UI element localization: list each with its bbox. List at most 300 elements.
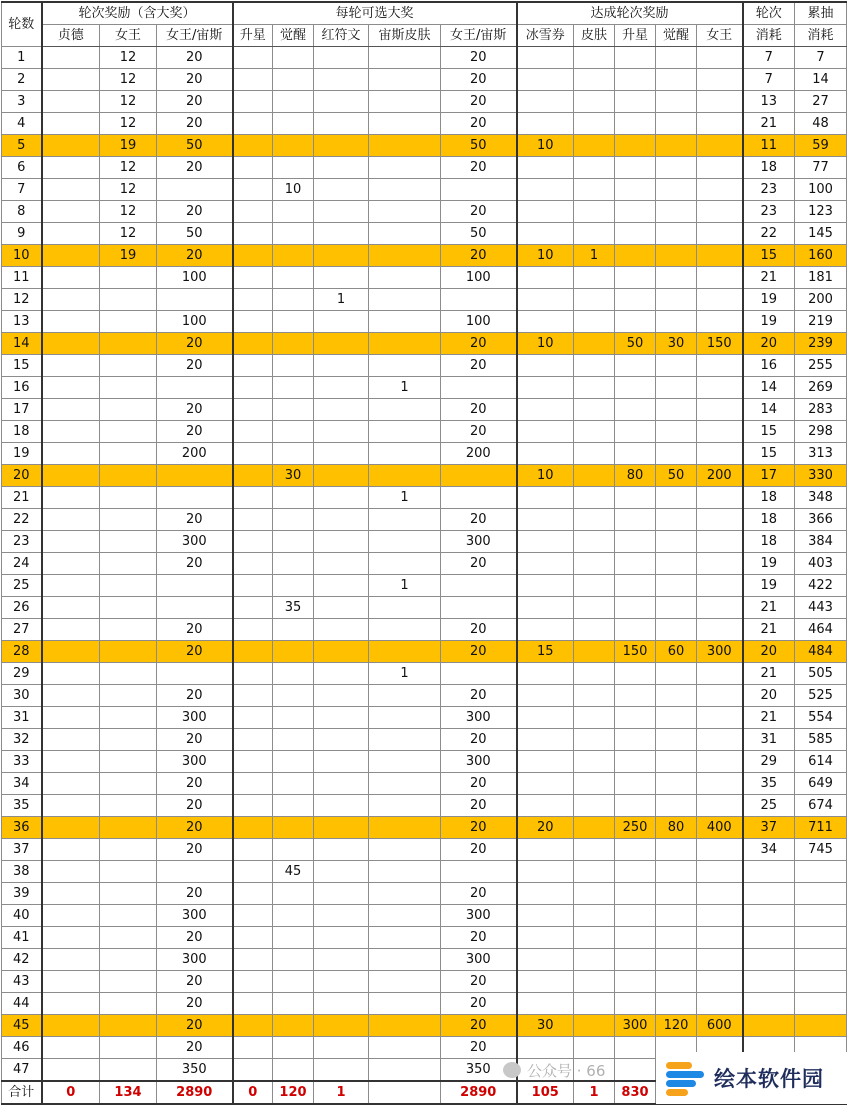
value-cell: 12 xyxy=(100,223,157,245)
value-cell: 50 xyxy=(615,333,656,355)
value-cell xyxy=(273,1037,314,1059)
value-cell xyxy=(42,751,100,773)
value-cell xyxy=(656,597,697,619)
cumulative-cell: 100 xyxy=(795,179,847,201)
value-cell xyxy=(314,399,369,421)
value-cell xyxy=(369,597,441,619)
value-cell xyxy=(369,641,441,663)
value-cell xyxy=(517,443,574,465)
table-row xyxy=(2,201,847,223)
value-cell xyxy=(517,201,574,223)
value-cell xyxy=(615,861,656,883)
value-cell xyxy=(574,641,615,663)
value-cell xyxy=(574,861,615,883)
value-cell xyxy=(574,773,615,795)
value-cell xyxy=(656,399,697,421)
value-cell xyxy=(697,729,743,751)
value-cell xyxy=(615,179,656,201)
value-cell xyxy=(615,553,656,575)
cost-cell: 31 xyxy=(743,729,795,751)
table-row xyxy=(2,663,847,685)
round-cell: 12 xyxy=(2,289,42,311)
value-cell: 20 xyxy=(157,641,233,663)
value-cell xyxy=(314,597,369,619)
value-cell xyxy=(314,1015,369,1037)
value-cell xyxy=(42,443,100,465)
value-cell xyxy=(42,91,100,113)
value-cell: 120 xyxy=(656,1015,697,1037)
value-cell xyxy=(42,795,100,817)
value-cell xyxy=(42,1059,100,1082)
table-row xyxy=(2,685,847,707)
value-cell xyxy=(656,905,697,927)
round-cell: 26 xyxy=(2,597,42,619)
value-cell xyxy=(615,729,656,751)
cost-cell: 14 xyxy=(743,399,795,421)
value-cell xyxy=(369,927,441,949)
value-cell xyxy=(697,311,743,333)
cost-cell: 37 xyxy=(743,817,795,839)
value-cell xyxy=(369,685,441,707)
value-cell xyxy=(369,421,441,443)
value-cell xyxy=(656,707,697,729)
value-cell: 20 xyxy=(441,113,517,135)
cost-cell: 29 xyxy=(743,751,795,773)
value-cell xyxy=(656,971,697,993)
value-cell xyxy=(233,861,273,883)
value-cell xyxy=(615,795,656,817)
table-row xyxy=(2,113,847,135)
value-cell xyxy=(574,817,615,839)
value-cell xyxy=(233,707,273,729)
value-cell xyxy=(273,795,314,817)
value-cell: 2890 xyxy=(157,1081,233,1104)
value-cell xyxy=(273,289,314,311)
table-row xyxy=(2,839,847,861)
value-cell xyxy=(656,157,697,179)
value-cell xyxy=(233,795,273,817)
value-cell xyxy=(517,113,574,135)
value-cell xyxy=(369,135,441,157)
round-cell: 20 xyxy=(2,465,42,487)
cost-cell: 20 xyxy=(743,641,795,663)
value-cell xyxy=(42,1037,100,1059)
value-cell xyxy=(100,1015,157,1037)
cost-cell: 15 xyxy=(743,245,795,267)
cumulative-cell: 239 xyxy=(795,333,847,355)
value-cell xyxy=(369,179,441,201)
value-cell xyxy=(100,487,157,509)
value-cell xyxy=(574,971,615,993)
cumulative-cell: 200 xyxy=(795,289,847,311)
value-cell xyxy=(42,597,100,619)
value-cell xyxy=(697,971,743,993)
value-cell: 20 xyxy=(157,971,233,993)
value-cell xyxy=(517,355,574,377)
value-cell xyxy=(233,993,273,1015)
value-cell: 20 xyxy=(157,883,233,905)
value-cell xyxy=(273,377,314,399)
value-cell: 19 xyxy=(100,135,157,157)
value-cell xyxy=(369,465,441,487)
table-row xyxy=(2,487,847,509)
header-round-reward: 轮次奖励（含大奖） xyxy=(42,2,233,25)
cumulative-cell xyxy=(795,883,847,905)
value-cell: 12 xyxy=(100,69,157,91)
value-cell: 20 xyxy=(157,201,233,223)
header-achieve: 达成轮次奖励 xyxy=(517,2,743,25)
cost-cell xyxy=(743,927,795,949)
cumulative-cell: 283 xyxy=(795,399,847,421)
value-cell xyxy=(656,883,697,905)
value-cell xyxy=(273,47,314,69)
cost-cell: 19 xyxy=(743,575,795,597)
value-cell xyxy=(100,553,157,575)
value-cell xyxy=(314,619,369,641)
value-cell xyxy=(697,773,743,795)
value-cell xyxy=(517,685,574,707)
round-cell: 42 xyxy=(2,949,42,971)
value-cell xyxy=(697,619,743,641)
value-cell: 20 xyxy=(441,685,517,707)
value-cell xyxy=(517,663,574,685)
table-row xyxy=(2,597,847,619)
value-cell xyxy=(273,245,314,267)
value-cell xyxy=(273,707,314,729)
value-cell xyxy=(369,157,441,179)
cost-cell: 18 xyxy=(743,487,795,509)
cost-cell: 22 xyxy=(743,223,795,245)
value-cell xyxy=(517,619,574,641)
value-cell xyxy=(42,927,100,949)
value-cell xyxy=(697,883,743,905)
table-row xyxy=(2,773,847,795)
value-cell: 300 xyxy=(157,531,233,553)
table-row xyxy=(2,245,847,267)
cost-cell: 18 xyxy=(743,509,795,531)
value-cell xyxy=(369,751,441,773)
value-cell xyxy=(314,355,369,377)
value-cell xyxy=(369,817,441,839)
value-cell: 120 xyxy=(273,1081,314,1104)
value-cell xyxy=(517,993,574,1015)
value-cell: 20 xyxy=(441,641,517,663)
value-cell xyxy=(314,69,369,91)
value-cell xyxy=(157,377,233,399)
value-cell: 20 xyxy=(157,113,233,135)
value-cell xyxy=(42,399,100,421)
value-cell xyxy=(42,465,100,487)
value-cell xyxy=(42,69,100,91)
value-cell xyxy=(697,377,743,399)
value-cell xyxy=(273,883,314,905)
value-cell xyxy=(615,575,656,597)
cumulative-cell xyxy=(795,927,847,949)
value-cell xyxy=(157,663,233,685)
value-cell xyxy=(100,267,157,289)
value-cell xyxy=(42,641,100,663)
value-cell xyxy=(273,443,314,465)
value-cell xyxy=(574,223,615,245)
value-cell xyxy=(314,179,369,201)
value-cell xyxy=(441,377,517,399)
value-cell: 50 xyxy=(441,135,517,157)
value-cell xyxy=(314,971,369,993)
value-cell: 50 xyxy=(656,465,697,487)
value-cell xyxy=(233,135,273,157)
table-row xyxy=(2,267,847,289)
value-cell xyxy=(656,927,697,949)
cumulative-cell: 745 xyxy=(795,839,847,861)
cost-cell: 21 xyxy=(743,597,795,619)
value-cell: 300 xyxy=(441,751,517,773)
value-cell xyxy=(697,289,743,311)
value-cell xyxy=(273,949,314,971)
value-cell xyxy=(656,443,697,465)
value-cell: 20 xyxy=(441,1015,517,1037)
value-cell: 20 xyxy=(157,839,233,861)
value-cell: 1 xyxy=(574,245,615,267)
value-cell xyxy=(314,883,369,905)
subheader: 升星 xyxy=(233,25,273,47)
cost-cell: 17 xyxy=(743,465,795,487)
value-cell: 12 xyxy=(100,91,157,113)
value-cell xyxy=(517,839,574,861)
cumulative-cell: 384 xyxy=(795,531,847,553)
value-cell: 20 xyxy=(441,817,517,839)
reward-table xyxy=(1,1,847,1105)
value-cell: 250 xyxy=(615,817,656,839)
cost-cell: 21 xyxy=(743,707,795,729)
cost-cell: 20 xyxy=(743,685,795,707)
table-row xyxy=(2,905,847,927)
cost-cell: 15 xyxy=(743,443,795,465)
value-cell: 20 xyxy=(441,245,517,267)
value-cell xyxy=(656,861,697,883)
value-cell: 300 xyxy=(157,751,233,773)
round-cell: 17 xyxy=(2,399,42,421)
cost-cell: 16 xyxy=(743,355,795,377)
value-cell xyxy=(157,861,233,883)
cumulative-cell: 255 xyxy=(795,355,847,377)
value-cell xyxy=(369,267,441,289)
value-cell xyxy=(574,575,615,597)
value-cell: 20 xyxy=(157,91,233,113)
value-cell xyxy=(42,575,100,597)
table-row xyxy=(2,509,847,531)
value-cell xyxy=(314,729,369,751)
value-cell xyxy=(517,157,574,179)
value-cell xyxy=(233,663,273,685)
value-cell xyxy=(697,179,743,201)
value-cell xyxy=(517,751,574,773)
value-cell: 60 xyxy=(656,641,697,663)
value-cell xyxy=(42,883,100,905)
value-cell xyxy=(100,729,157,751)
value-cell xyxy=(697,707,743,729)
value-cell xyxy=(273,487,314,509)
value-cell xyxy=(517,773,574,795)
cost-cell xyxy=(743,861,795,883)
header-cum-top: 累抽 xyxy=(795,2,847,25)
value-cell xyxy=(697,927,743,949)
value-cell xyxy=(42,685,100,707)
value-cell xyxy=(369,311,441,333)
site-logo xyxy=(656,1052,849,1104)
value-cell xyxy=(615,487,656,509)
value-cell xyxy=(314,443,369,465)
value-cell xyxy=(273,751,314,773)
value-cell xyxy=(615,927,656,949)
value-cell xyxy=(233,311,273,333)
value-cell xyxy=(233,971,273,993)
cumulative-cell: 14 xyxy=(795,69,847,91)
value-cell xyxy=(441,575,517,597)
value-cell xyxy=(273,971,314,993)
table-row xyxy=(2,157,847,179)
value-cell xyxy=(369,531,441,553)
value-cell xyxy=(233,377,273,399)
value-cell: 20 xyxy=(157,927,233,949)
value-cell: 20 xyxy=(441,971,517,993)
value-cell: 0 xyxy=(42,1081,100,1104)
cost-cell: 19 xyxy=(743,289,795,311)
value-cell xyxy=(157,465,233,487)
value-cell: 50 xyxy=(441,223,517,245)
value-cell: 150 xyxy=(697,333,743,355)
value-cell xyxy=(574,993,615,1015)
value-cell xyxy=(233,817,273,839)
value-cell xyxy=(314,245,369,267)
value-cell xyxy=(441,179,517,201)
subheader: 宙斯皮肤 xyxy=(369,25,441,47)
value-cell xyxy=(314,1059,369,1082)
value-cell xyxy=(233,597,273,619)
table-row xyxy=(2,707,847,729)
value-cell xyxy=(697,201,743,223)
cumulative-cell xyxy=(795,971,847,993)
value-cell xyxy=(233,201,273,223)
value-cell xyxy=(369,399,441,421)
value-cell xyxy=(574,333,615,355)
round-cell: 1 xyxy=(2,47,42,69)
value-cell xyxy=(615,905,656,927)
value-cell xyxy=(517,179,574,201)
value-cell xyxy=(615,113,656,135)
value-cell xyxy=(233,1059,273,1082)
value-cell xyxy=(574,597,615,619)
cumulative-cell: 585 xyxy=(795,729,847,751)
value-cell xyxy=(615,157,656,179)
cumulative-cell: 505 xyxy=(795,663,847,685)
value-cell xyxy=(369,883,441,905)
watermark xyxy=(503,1058,653,1082)
value-cell xyxy=(615,443,656,465)
value-cell xyxy=(574,399,615,421)
value-cell: 19 xyxy=(100,245,157,267)
value-cell xyxy=(233,751,273,773)
value-cell: 12 xyxy=(100,179,157,201)
cumulative-cell: 464 xyxy=(795,619,847,641)
cumulative-cell: 330 xyxy=(795,465,847,487)
value-cell xyxy=(574,69,615,91)
value-cell: 100 xyxy=(441,311,517,333)
value-cell: 20 xyxy=(441,91,517,113)
cost-cell: 18 xyxy=(743,531,795,553)
value-cell xyxy=(42,421,100,443)
table-row xyxy=(2,927,847,949)
value-cell xyxy=(656,179,697,201)
value-cell xyxy=(517,311,574,333)
value-cell xyxy=(233,773,273,795)
value-cell xyxy=(517,69,574,91)
value-cell xyxy=(441,289,517,311)
value-cell xyxy=(314,421,369,443)
value-cell: 1 xyxy=(369,663,441,685)
value-cell xyxy=(517,91,574,113)
value-cell xyxy=(100,355,157,377)
round-cell: 22 xyxy=(2,509,42,531)
value-cell xyxy=(615,201,656,223)
value-cell xyxy=(100,421,157,443)
value-cell: 12 xyxy=(100,201,157,223)
table-header xyxy=(2,2,847,47)
value-cell xyxy=(273,619,314,641)
cumulative-cell: 27 xyxy=(795,91,847,113)
cost-cell: 7 xyxy=(743,69,795,91)
value-cell: 300 xyxy=(157,905,233,927)
value-cell xyxy=(517,399,574,421)
value-cell: 300 xyxy=(697,641,743,663)
value-cell xyxy=(697,509,743,531)
value-cell xyxy=(314,575,369,597)
value-cell: 200 xyxy=(697,465,743,487)
value-cell xyxy=(441,597,517,619)
value-cell xyxy=(314,91,369,113)
value-cell xyxy=(157,179,233,201)
cumulative-cell: 219 xyxy=(795,311,847,333)
value-cell xyxy=(697,949,743,971)
value-cell xyxy=(100,971,157,993)
value-cell xyxy=(656,267,697,289)
value-cell: 45 xyxy=(273,861,314,883)
value-cell xyxy=(517,289,574,311)
value-cell xyxy=(517,729,574,751)
header-round: 轮数 xyxy=(2,2,42,47)
round-cell: 44 xyxy=(2,993,42,1015)
value-cell xyxy=(574,465,615,487)
watermark-text: 公众号 · 66 xyxy=(527,1061,606,1080)
value-cell xyxy=(615,69,656,91)
value-cell xyxy=(233,245,273,267)
cumulative-cell: 7 xyxy=(795,47,847,69)
value-cell xyxy=(697,223,743,245)
value-cell xyxy=(615,971,656,993)
round-cell: 31 xyxy=(2,707,42,729)
value-cell xyxy=(233,69,273,91)
value-cell xyxy=(615,663,656,685)
value-cell xyxy=(697,113,743,135)
value-cell xyxy=(314,223,369,245)
value-cell xyxy=(100,707,157,729)
value-cell: 10 xyxy=(517,245,574,267)
value-cell xyxy=(273,1015,314,1037)
round-cell: 15 xyxy=(2,355,42,377)
value-cell xyxy=(615,399,656,421)
value-cell xyxy=(656,487,697,509)
value-cell: 1 xyxy=(574,1081,615,1104)
value-cell xyxy=(233,531,273,553)
